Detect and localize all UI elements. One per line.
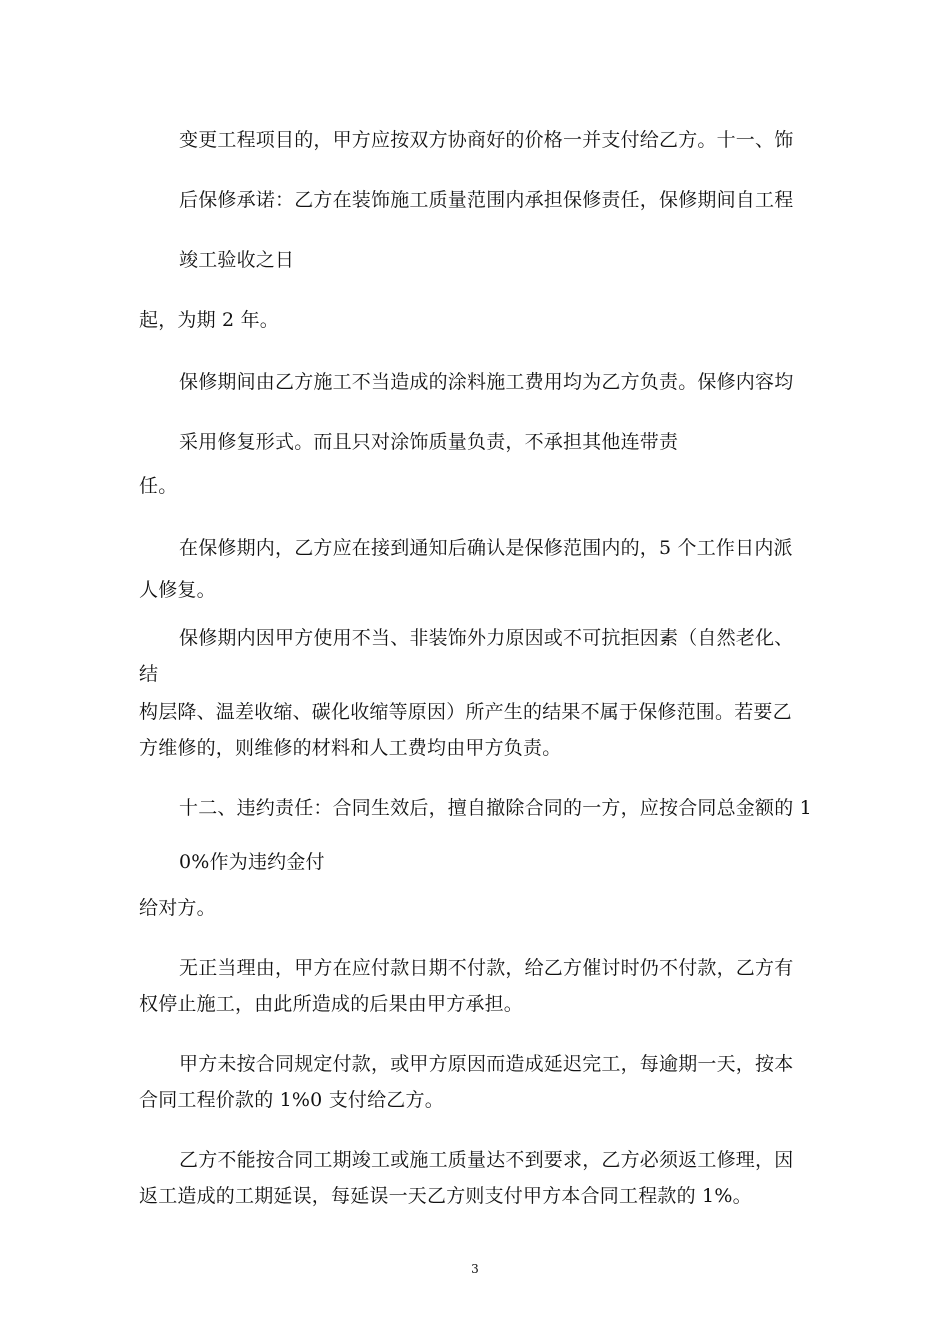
text-line-4: 起，为期 2 年。 — [139, 309, 279, 331]
text-line-1: 变更工程项目的，甲方应按双方协商好的价格一并支付给乙方。十一、饰 — [179, 129, 794, 151]
text-line-6: 采用修复形式。而且只对涂饰质量负责，不承担其他连带责 — [179, 431, 679, 453]
text-line-8: 在保修期内，乙方应在接到通知后确认是保修范围内的，5 个工作日内派 — [179, 537, 793, 559]
text-line-15: 0%作为违约金付 — [179, 851, 325, 873]
text-line-13: 方维修的，则维修的材料和人工费均由甲方负责。 — [139, 737, 562, 759]
text-line-7: 任。 — [139, 475, 178, 497]
text-line-10: 保修期内因甲方使用不当、非装饰外力原因或不可抗拒因素（自然老化、 — [179, 627, 794, 649]
text-line-20: 合同工程价款的 1%0 支付给乙方。 — [139, 1089, 444, 1111]
text-line-5: 保修期间由乙方施工不当造成的涂料施工费用均为乙方负责。保修内容均 — [179, 371, 794, 393]
text-line-19: 甲方未按合同规定付款，或甲方原因而造成延迟完工，每逾期一天，按本 — [179, 1053, 794, 1075]
text-line-9: 人修复。 — [139, 579, 216, 601]
page-number: 3 — [471, 1262, 479, 1276]
text-line-3: 竣工验收之日 — [179, 249, 295, 271]
text-line-14: 十二、违约责任：合同生效后，擅自撤除合同的一方，应按合同总金额的 1 — [179, 797, 812, 819]
text-line-12: 构层降、温差收缩、碳化收缩等原因）所产生的结果不属于保修范围。若要乙 — [139, 701, 792, 723]
text-line-2: 后保修承诺：乙方在装饰施工质量范围内承担保修责任，保修期间自工程 — [179, 189, 794, 211]
text-line-18: 权停止施工，由此所造成的后果由甲方承担。 — [139, 993, 524, 1015]
text-line-22: 返工造成的工期延误，每延误一天乙方则支付甲方本合同工程款的 1%。 — [139, 1185, 752, 1207]
text-line-16: 给对方。 — [139, 897, 216, 919]
text-line-17: 无正当理由，甲方在应付款日期不付款，给乙方催讨时仍不付款，乙方有 — [179, 957, 794, 979]
text-line-11: 结 — [139, 663, 159, 685]
text-line-21: 乙方不能按合同工期竣工或施工质量达不到要求，乙方必须返工修理，因 — [179, 1149, 794, 1171]
